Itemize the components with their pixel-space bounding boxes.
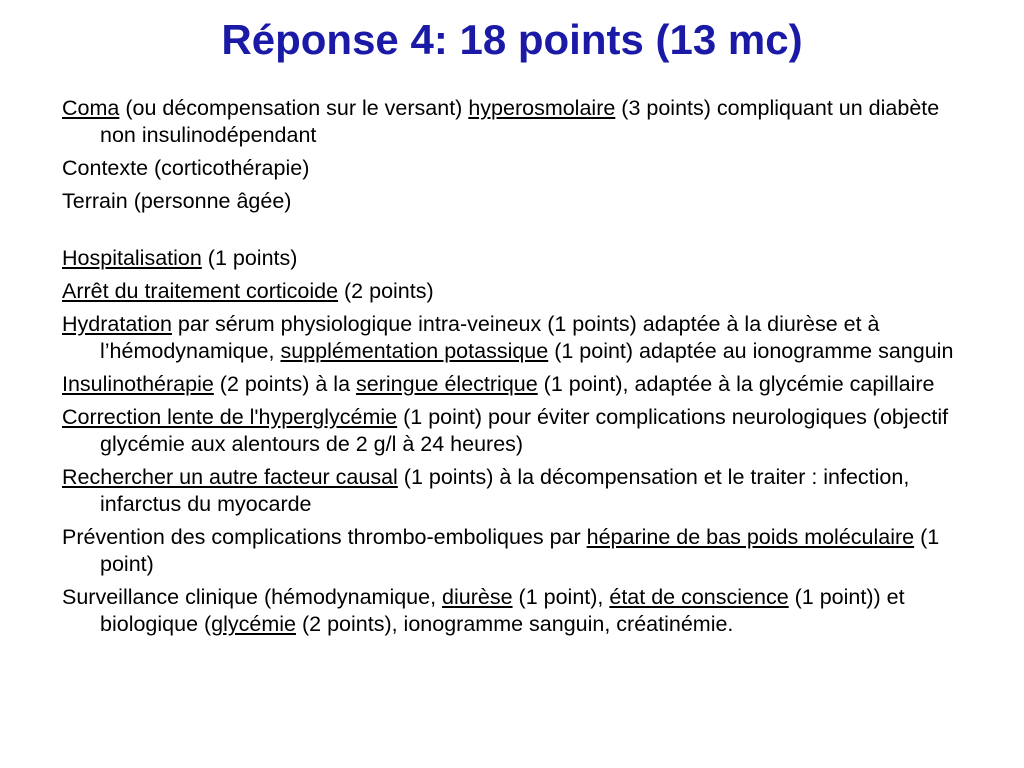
text-segment: (1 points) à la décompensation et le traiter : infection, infarctus du myocarde xyxy=(100,465,910,516)
underlined-term: hyperosmolaire xyxy=(468,96,616,120)
answer-line xyxy=(62,278,972,305)
text-segment: (1 point), xyxy=(512,585,610,609)
answer-line xyxy=(62,155,972,182)
text-segment: par sérum physiologique intra-veineux (1 points) adaptée à la diurèse et à l’hémodynamique, xyxy=(100,312,880,363)
text-segment: Surveillance clinique (hémodynamique, xyxy=(62,585,443,609)
text-segment: (2 points) xyxy=(338,279,434,303)
underlined-term: glycémie xyxy=(211,612,297,636)
answer-line xyxy=(62,404,972,458)
underlined-term: Hospitalisation xyxy=(62,246,202,270)
text-segment: (1 point) adaptée au ionogramme sanguin xyxy=(548,339,954,363)
answer-line xyxy=(62,245,972,272)
underlined-term: seringue électrique xyxy=(356,372,538,396)
underlined-term: Coma xyxy=(62,96,120,120)
text-segment: (1 point), adaptée à la glycémie capillaire xyxy=(537,372,935,396)
text-segment: (2 points), ionogramme sanguin, créatinémie. xyxy=(296,612,734,636)
text-segment: (3 points) compliquant un diabète non insulinodépendant xyxy=(100,96,940,147)
underlined-term: Rechercher un autre facteur causal xyxy=(62,465,398,489)
answer-line xyxy=(62,95,972,149)
text-segment: (1 point) pour éviter complications neurologiques (objectif glycémie aux alentours de 2 g/l à 24 heures) xyxy=(100,405,949,456)
underlined-term: Arrêt du traitement corticoide xyxy=(62,279,339,303)
text-segment: Contexte (corticothérapie) xyxy=(62,156,310,180)
underlined-term: diurèse xyxy=(442,585,513,609)
answer-line xyxy=(62,524,972,578)
text-segment: (1 point)) et biologique ( xyxy=(100,585,905,636)
text-segment: (2 points) à la xyxy=(213,372,357,396)
underlined-term: Correction lente de l'hyperglycémie xyxy=(62,405,398,429)
text-segment: Terrain (personne âgée) xyxy=(62,189,292,213)
answer-line xyxy=(62,464,972,518)
underlined-term: Hydratation xyxy=(62,312,172,336)
underlined-term: héparine de bas poids moléculaire xyxy=(586,525,915,549)
underlined-term: supplémentation potassique xyxy=(280,339,549,363)
underlined-term: état de conscience xyxy=(609,585,789,609)
answer-line xyxy=(62,371,972,398)
answer-line xyxy=(62,188,972,215)
text-segment: (ou décompensation sur le versant) xyxy=(119,96,469,120)
slide-title: Réponse 4: 18 points (13 mc) xyxy=(221,16,803,63)
slide-body xyxy=(62,95,972,644)
text-segment: (1 points) xyxy=(201,246,298,270)
answer-line xyxy=(62,311,972,365)
text-segment: (1 point) xyxy=(100,525,940,576)
text-segment: Prévention des complications thrombo-emboliques par xyxy=(62,525,587,549)
underlined-term: Insulinothérapie xyxy=(62,372,214,396)
answer-line xyxy=(62,584,972,638)
